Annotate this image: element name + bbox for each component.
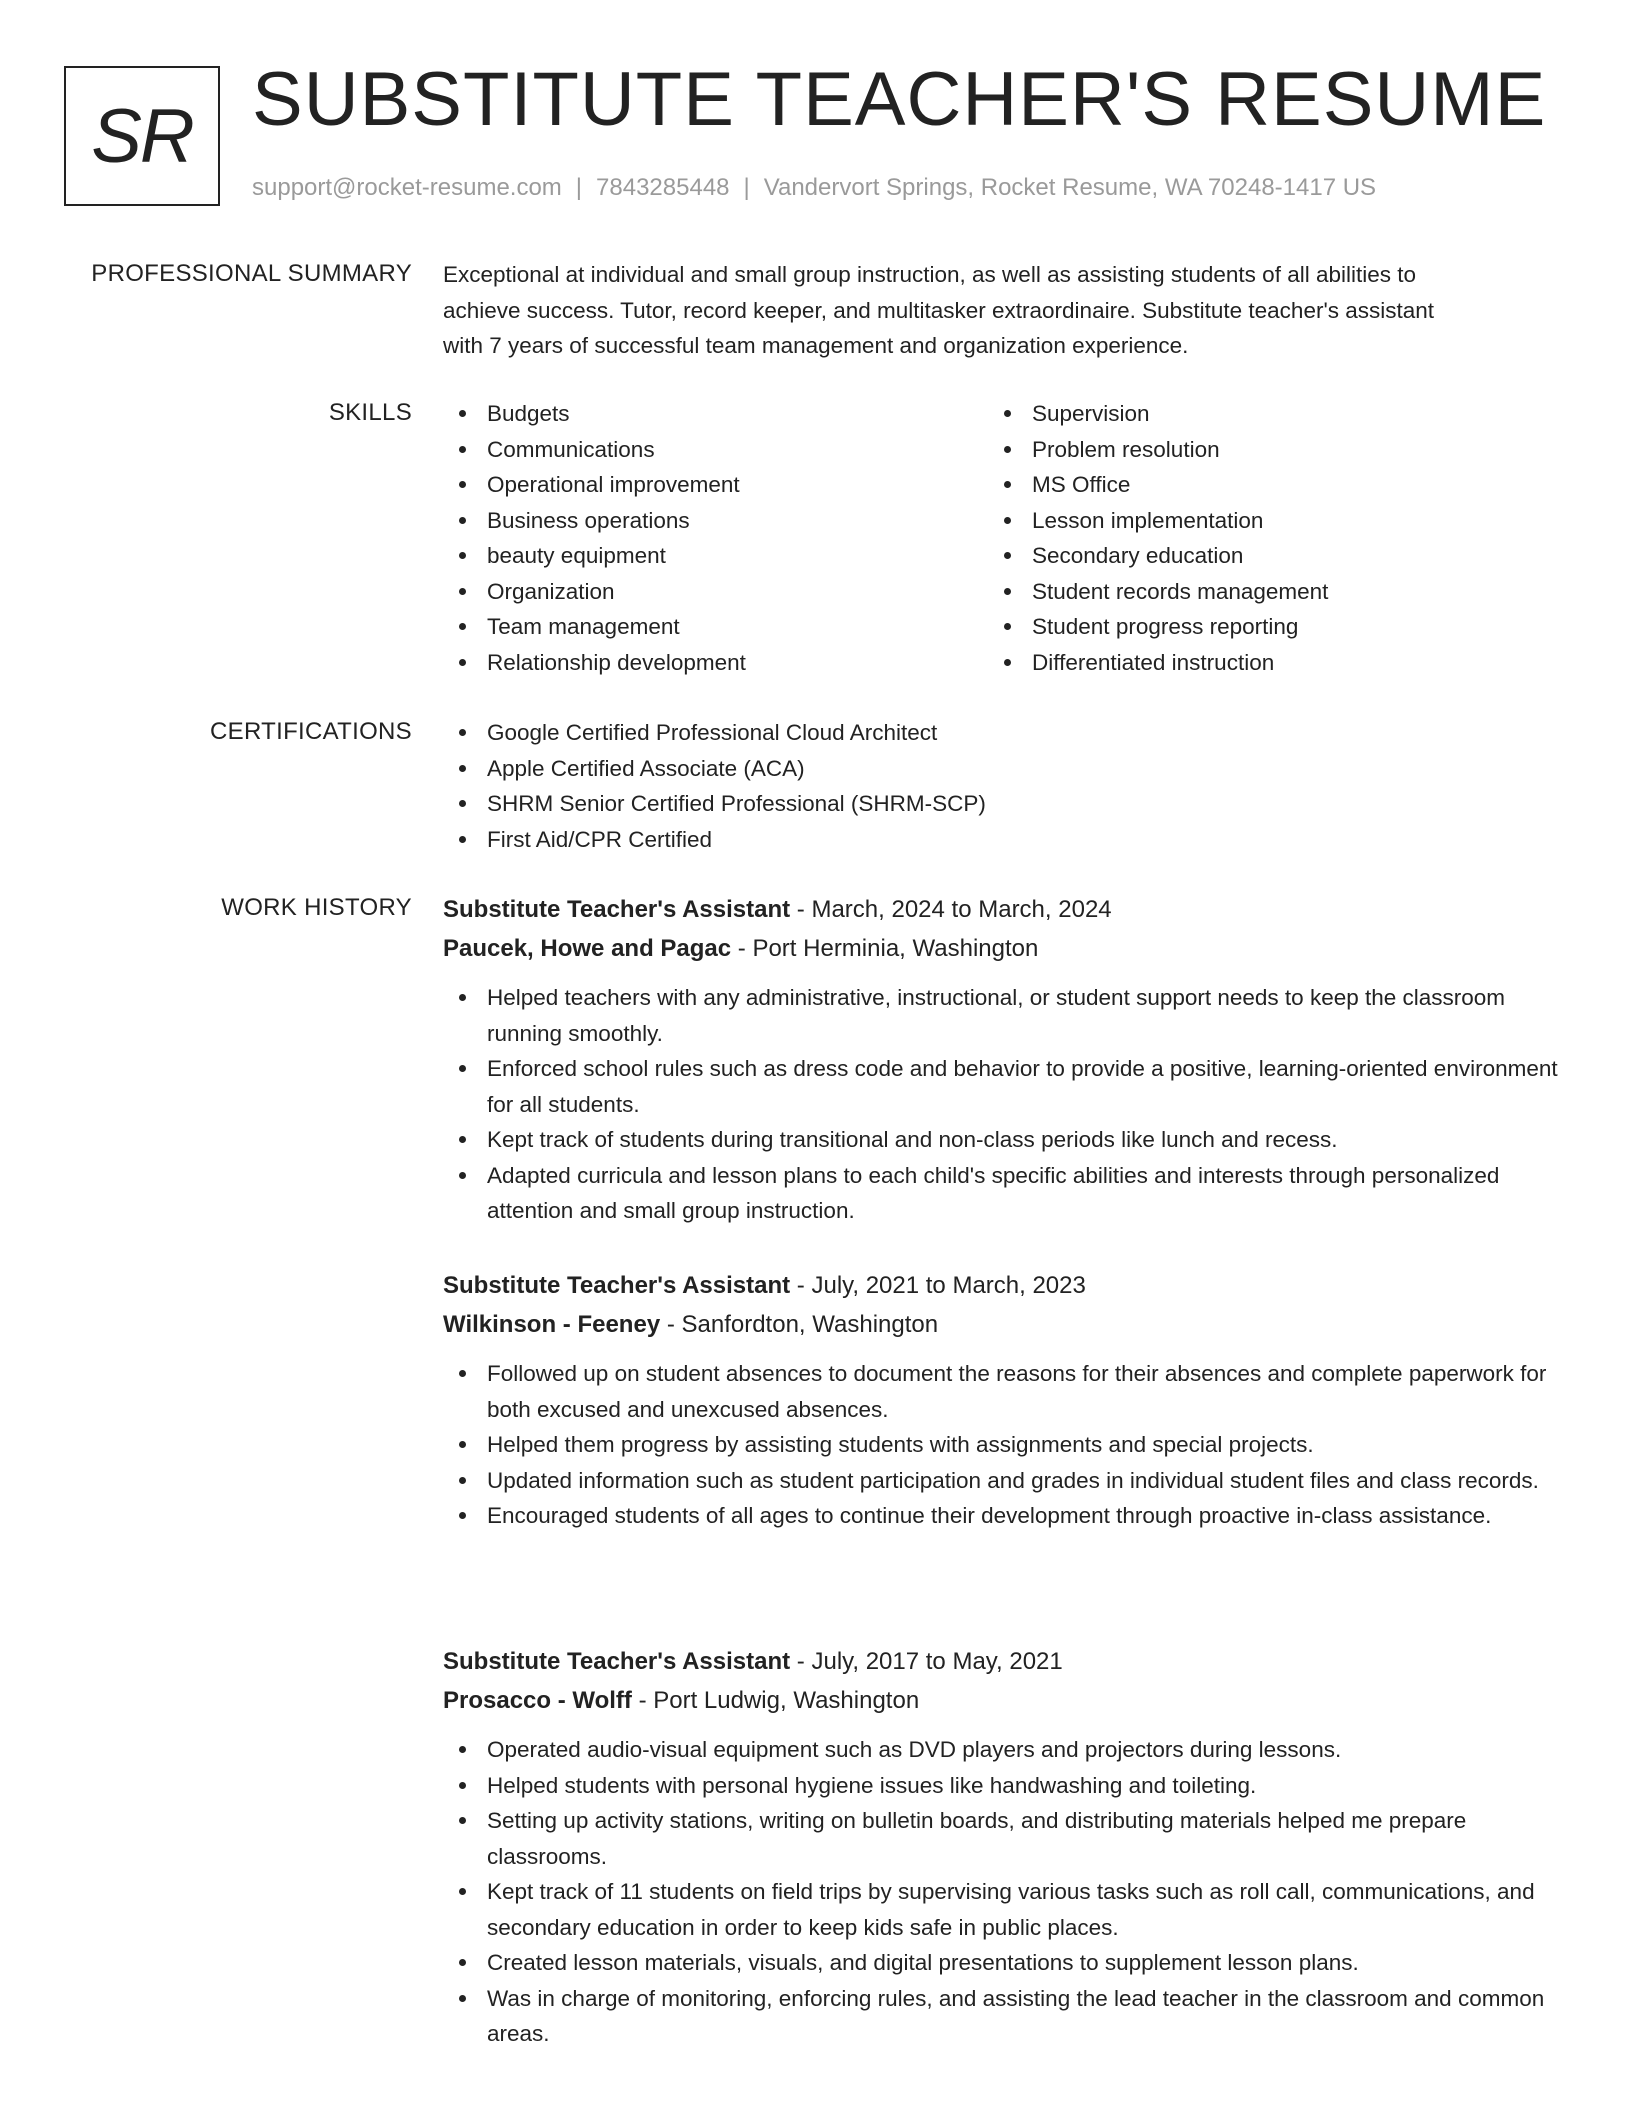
skill-item: Differentiated instruction bbox=[988, 645, 1533, 681]
summary-line: with 7 years of successful team management and organization experience. bbox=[443, 333, 1189, 358]
job-employer: Prosacco - Wolff bbox=[443, 1687, 632, 1714]
skill-item: Operational improvement bbox=[443, 467, 988, 503]
job-entry bbox=[443, 1266, 1558, 1534]
skills-column-right bbox=[988, 396, 1533, 680]
work-history-heading: WORK HISTORY bbox=[221, 894, 412, 921]
skills-list bbox=[443, 396, 1558, 680]
job-bullet: Encouraged students of all ages to continue their development through proactive in-class assistance. bbox=[443, 1498, 1558, 1534]
certification-item: Google Certified Professional Cloud Architect bbox=[443, 715, 1558, 751]
certifications-list bbox=[443, 715, 1558, 857]
contact-separator: | bbox=[575, 174, 583, 201]
skill-item: Team management bbox=[443, 609, 988, 645]
job-bullet: Adapted curricula and lesson plans to each child's specific abilities and interests through personalized attention and small group instruction. bbox=[443, 1158, 1558, 1229]
contact-separator: | bbox=[743, 174, 750, 201]
job-bullets bbox=[443, 980, 1558, 1229]
skill-item: Lesson implementation bbox=[988, 503, 1533, 539]
job-dates: - July, 2017 to May, 2021 bbox=[790, 1648, 1063, 1675]
job-employer-line bbox=[443, 1305, 1558, 1344]
job-bullets bbox=[443, 1356, 1558, 1534]
resume-title: SUBSTITUTE TEACHER'S RESUME bbox=[252, 57, 1547, 142]
certification-item: Apple Certified Associate (ACA) bbox=[443, 751, 1558, 787]
job-dates: - March, 2024 to March, 2024 bbox=[790, 896, 1112, 923]
job-bullet: Kept track of students during transitional and non-class periods like lunch and recess. bbox=[443, 1122, 1558, 1158]
certifications-heading: CERTIFICATIONS bbox=[210, 718, 412, 745]
job-location: - Port Herminia, Washington bbox=[731, 935, 1039, 962]
job-bullet: Helped teachers with any administrative, instructional, or student support needs to keep the classroom running smoothly. bbox=[443, 980, 1558, 1051]
job-location: - Sanfordton, Washington bbox=[660, 1311, 939, 1338]
skill-item: Problem resolution bbox=[988, 432, 1533, 468]
job-bullet: Created lesson materials, visuals, and digital presentations to supplement lesson plans. bbox=[443, 1945, 1558, 1981]
job-dates: - July, 2021 to March, 2023 bbox=[790, 1272, 1086, 1299]
job-title-line bbox=[443, 890, 1558, 929]
skill-item: beauty equipment bbox=[443, 538, 988, 574]
summary-heading: PROFESSIONAL SUMMARY bbox=[91, 260, 412, 287]
contact-line bbox=[252, 170, 1376, 206]
job-employer-line bbox=[443, 929, 1558, 968]
contact-phone: 7843285448 bbox=[596, 174, 730, 201]
skill-item: Business operations bbox=[443, 503, 988, 539]
job-entry bbox=[443, 890, 1558, 1229]
job-bullet: Helped them progress by assisting students with assignments and special projects. bbox=[443, 1427, 1558, 1463]
summary-text bbox=[443, 257, 1558, 364]
skill-item: Student records management bbox=[988, 574, 1533, 610]
job-title-line bbox=[443, 1642, 1558, 1681]
certification-item: First Aid/CPR Certified bbox=[443, 822, 1558, 858]
job-bullet: Kept track of 11 students on field trips by supervising various tasks such as roll call, communications, and secondary education in order to keep kids safe in public places. bbox=[443, 1874, 1558, 1945]
skills-heading: SKILLS bbox=[328, 399, 412, 426]
skill-item: Student progress reporting bbox=[988, 609, 1533, 645]
job-employer: Wilkinson - Feeney bbox=[443, 1311, 661, 1338]
job-bullet: Followed up on student absences to document the reasons for their absences and complete paperwork for both excused and unexcused absences. bbox=[443, 1356, 1558, 1427]
job-title-line bbox=[443, 1266, 1558, 1305]
job-bullet: Enforced school rules such as dress code and behavior to provide a positive, learning-oriented environment for all students. bbox=[443, 1051, 1558, 1122]
skill-item: Relationship development bbox=[443, 645, 988, 681]
job-bullet: Was in charge of monitoring, enforcing rules, and assisting the lead teacher in the classroom and common areas. bbox=[443, 1981, 1558, 2052]
job-employer-line bbox=[443, 1681, 1558, 1720]
job-bullet: Setting up activity stations, writing on bulletin boards, and distributing materials helped me prepare classrooms. bbox=[443, 1803, 1558, 1874]
job-bullet: Helped students with personal hygiene issues like handwashing and toileting. bbox=[443, 1768, 1558, 1804]
skill-item: MS Office bbox=[988, 467, 1533, 503]
job-bullet: Updated information such as student participation and grades in individual student files and class records. bbox=[443, 1463, 1558, 1499]
certification-item: SHRM Senior Certified Professional (SHRM-SCP) bbox=[443, 786, 1558, 822]
contact-address: Vandervort Springs, Rocket Resume, WA 70248-1417 US bbox=[763, 174, 1377, 201]
skill-item: Budgets bbox=[443, 396, 988, 432]
job-entry bbox=[443, 1642, 1558, 2052]
skill-item: Organization bbox=[443, 574, 988, 610]
summary-line: achieve success. Tutor, record keeper, and multitasker extraordinaire. Substitute teacher's assistant bbox=[443, 297, 1435, 323]
job-title: Substitute Teacher's Assistant bbox=[443, 1272, 791, 1299]
summary-line: Exceptional at individual and small group instruction, as well as assisting students of all abilities to bbox=[443, 262, 1417, 287]
skill-item: Communications bbox=[443, 432, 988, 468]
monogram-logo: SR bbox=[64, 66, 220, 206]
job-bullet: Operated audio-visual equipment such as DVD players and projectors during lessons. bbox=[443, 1732, 1558, 1768]
job-title: Substitute Teacher's Assistant bbox=[443, 896, 791, 923]
job-bullets bbox=[443, 1732, 1558, 2052]
job-title: Substitute Teacher's Assistant bbox=[443, 1648, 791, 1675]
job-location: - Port Ludwig, Washington bbox=[631, 1687, 920, 1714]
contact-email: support@rocket-resume.com bbox=[252, 174, 562, 201]
job-employer: Paucek, Howe and Pagac bbox=[443, 935, 732, 962]
skill-item: Secondary education bbox=[988, 538, 1533, 574]
skills-column-left bbox=[443, 396, 988, 680]
skill-item: Supervision bbox=[988, 396, 1533, 432]
